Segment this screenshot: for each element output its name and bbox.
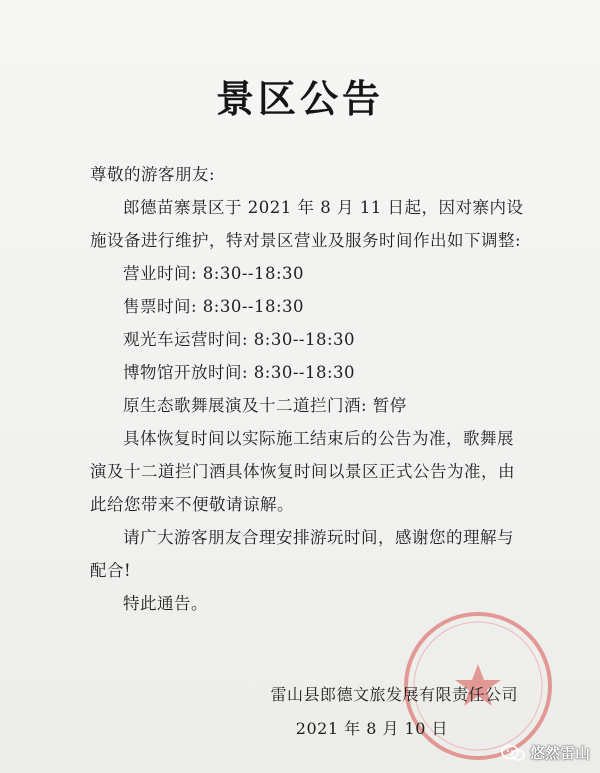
notice-body	[90, 158, 530, 620]
signature-organization: 雷山县郎德文旅发展有限责任公司	[270, 685, 518, 704]
closing-line: 特此通告。	[123, 594, 208, 613]
watermark	[500, 742, 590, 763]
chat-bubble-icon	[500, 743, 526, 763]
intro-paragraph: 郎德苗寨景区于 2021 年 8 月 11 日起，因对寨内设施设备进行维护，特对景区营业及服务时间作出如下调整:	[90, 198, 524, 250]
appeal-paragraph: 请广大游客朋友合理安排游玩时间，感谢您的理解与配合!	[90, 528, 514, 580]
schedule-item: 博物馆开放时间: 8:30--18:30	[123, 363, 356, 382]
notice-title: 景区公告	[215, 76, 384, 121]
schedule-item: 售票时间: 8:30--18:30	[123, 297, 305, 316]
salutation: 尊敬的游客朋友:	[90, 165, 216, 184]
schedule-item: 营业时间: 8:30--18:30	[123, 264, 305, 283]
schedule-item: 观光车运营时间: 8:30--18:30	[123, 330, 356, 349]
watermark-text: 悠然雷山	[529, 744, 590, 762]
schedule-item: 原生态歌舞展演及十二道拦门酒: 暂停	[123, 396, 407, 415]
signature-date: 2021 年 8 月 10 日	[295, 719, 448, 738]
resume-note-paragraph: 具体恢复时间以实际施工结束后的公告为准，歌舞展演及十二道拦门酒具体恢复时间以景区正式公告为准，由此给您带来不便敬请谅解。	[90, 429, 515, 514]
